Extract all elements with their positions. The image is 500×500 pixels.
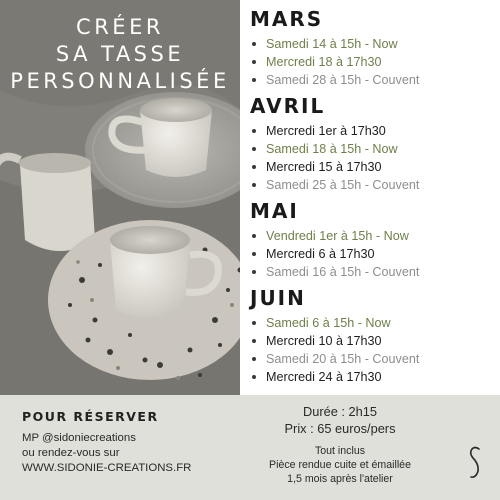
date-item: Samedi 16 à 15h - Couvent [250, 263, 495, 281]
footer-bar [0, 395, 500, 500]
poster-title [0, 14, 240, 95]
duration-text: Durée : 2h15 [303, 404, 377, 419]
title-line-3: PERSONNALISÉE [10, 69, 230, 93]
date-item: Mercredi 24 à 17h30 [250, 368, 495, 386]
title-line-2: SA TASSE [55, 42, 185, 66]
included-line: Tout inclus [314, 445, 366, 457]
date-list-mars [250, 35, 495, 89]
date-item: Mercredi 10 à 17h30 [250, 332, 495, 350]
date-item: Mercredi 18 à 17h30 [250, 53, 495, 71]
date-item: Vendredi 1er à 15h - Now [250, 227, 495, 245]
date-list-avril [250, 122, 495, 194]
included-line: 1,5 mois après l'atelier [287, 473, 393, 485]
month-heading-juin: JUIN [250, 286, 306, 310]
contact-instagram: MP @sidoniecreations [22, 432, 136, 444]
hero-photo [0, 0, 240, 395]
date-item: Mercredi 15 à 17h30 [250, 158, 495, 176]
included-line: Pièce rendue cuite et émaillée [269, 459, 411, 471]
date-item: Samedi 20 à 15h - Couvent [250, 350, 495, 368]
price-text: Prix : 65 euros/pers [284, 421, 396, 436]
date-item: Mercredi 1er à 17h30 [250, 122, 495, 140]
date-item: Mercredi 6 à 17h30 [250, 245, 495, 263]
reserve-heading: POUR RÉSERVER [22, 409, 159, 424]
date-item: Samedi 6 à 15h - Now [250, 314, 495, 332]
contact-text: ou rendez-vous sur [22, 447, 120, 459]
date-list-juin [250, 314, 495, 386]
date-item: Samedi 25 à 15h - Couvent [250, 176, 495, 194]
pitcher [20, 160, 95, 251]
month-heading-avril: AVRIL [250, 94, 326, 118]
website-link[interactable]: WWW.SIDONIE-CREATIONS.FR [22, 462, 192, 474]
date-item: Samedi 28 à 15h - Couvent [250, 71, 495, 89]
workshop-info [250, 403, 430, 486]
date-item: Samedi 18 à 15h - Now [250, 140, 495, 158]
contact-block [22, 431, 191, 476]
sidonie-s-logo-icon [466, 445, 484, 481]
date-list-mai [250, 227, 495, 281]
schedule-list [250, 6, 495, 390]
month-heading-mai: MAI [250, 199, 299, 223]
month-heading-mars: MARS [250, 7, 324, 31]
title-line-1: CRÉER [76, 15, 164, 39]
date-item: Samedi 14 à 15h - Now [250, 35, 495, 53]
